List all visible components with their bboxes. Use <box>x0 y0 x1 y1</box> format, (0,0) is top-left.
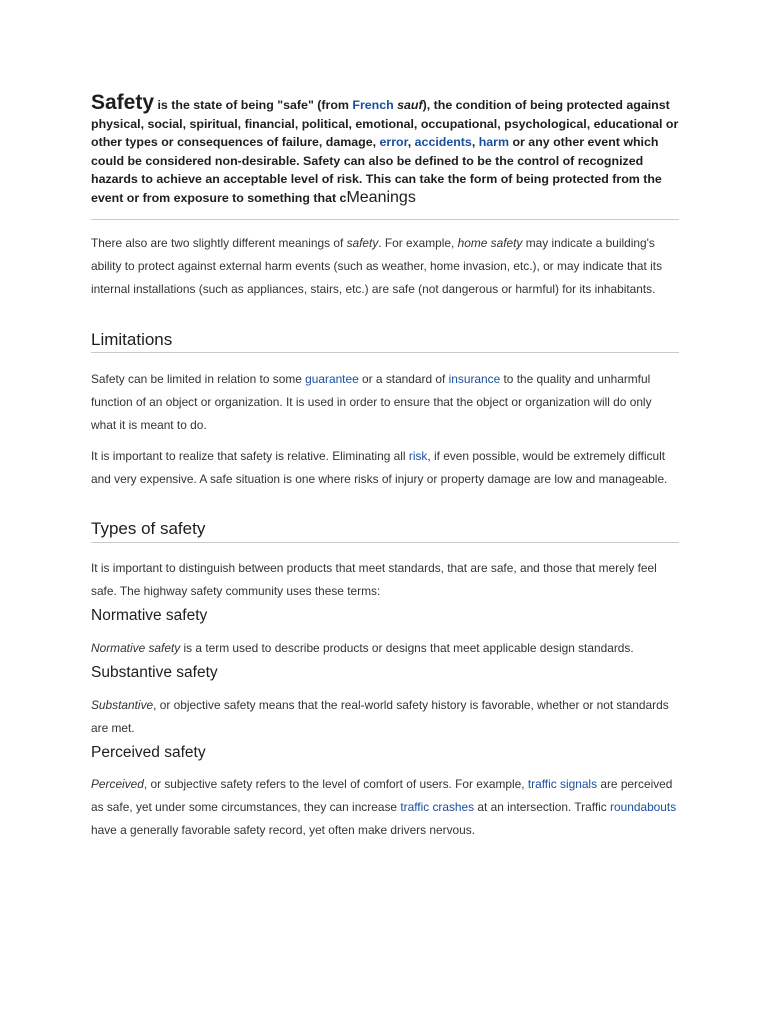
paragraph-text: , or objective safety means that the real-world safety history is favorable, whether or not standards are met. <box>91 698 669 735</box>
paragraph-italic: Substantive <box>91 698 154 712</box>
intro-text: or any other event which could be considered non-desirable. Safety can also be defined to be the control of recognized hazards to achieve an acceptable level of risk. This can take the form of being protected from the event or from exposure to something that c <box>91 135 662 205</box>
normative-paragraph <box>91 637 679 660</box>
paragraph-text: There also are two slightly different meanings of <box>91 236 347 250</box>
paragraph-text: It is important to realize that safety is relative. Eliminating all <box>91 449 409 463</box>
link-roundabouts[interactable]: roundabouts <box>610 800 677 814</box>
link-accidents[interactable]: accidents <box>414 135 472 150</box>
link-error[interactable]: error <box>379 135 408 150</box>
meanings-paragraph <box>91 232 679 301</box>
limitations-paragraph-1 <box>91 368 679 437</box>
section-divider <box>91 219 679 220</box>
paragraph-italic: safety <box>346 236 379 250</box>
limitations-heading: Limitations <box>91 330 173 349</box>
intro-text: is the state of being "safe" (from <box>154 98 353 112</box>
paragraph-italic: Perceived <box>91 777 144 791</box>
substantive-heading: Substantive safety <box>91 664 218 681</box>
article-title: Safety <box>91 91 155 114</box>
section-divider <box>91 352 679 353</box>
link-traffic-signals[interactable]: traffic signals <box>527 777 598 791</box>
link-french[interactable]: French <box>352 98 394 112</box>
paragraph-italic: home safety <box>457 236 523 250</box>
link-insurance[interactable]: insurance <box>448 372 501 386</box>
intro-text: , <box>407 135 415 150</box>
perceived-heading: Perceived safety <box>91 744 206 761</box>
paragraph-text: have a generally favorable safety record, yet often make drivers nervous. <box>91 823 476 837</box>
paragraph-italic: Normative safety <box>91 641 181 655</box>
paragraph-text: at an intersection. Traffic <box>474 800 611 814</box>
intro-text: , <box>471 135 479 150</box>
paragraph-text: , if even possible, would be extremely difficult and very expensive. A safe situation is one where risks of injury or property damage are low and manageable. <box>91 449 668 486</box>
link-risk[interactable]: risk <box>408 449 428 463</box>
paragraph-text: or a standard of <box>358 372 449 386</box>
intro-text: ), the condition of being protected against physical, social, spiritual, financial, political, emotional, occupational, psychological, educational or other types or consequences of failure, damage, <box>91 98 679 150</box>
paragraph-text: may indicate a building's ability to protect against external harm events (such as weather, home invasion, etc.), or may indicate that its internal installations (such as appliances, stairs, etc.) are safe (not dangerous or harmful) for its inhabitants. <box>91 236 663 296</box>
perceived-paragraph <box>91 773 679 842</box>
paragraph-text: is a term used to describe products or designs that meet applicable design standards. <box>180 641 634 655</box>
limitations-paragraph-2 <box>91 445 679 491</box>
types-heading: Types of safety <box>91 519 206 538</box>
types-paragraph: It is important to distinguish between products that meet standards, that are safe, and those that merely feel safe. The highway safety community uses these terms: <box>91 561 657 598</box>
substantive-paragraph <box>91 694 679 740</box>
paragraph-text: . For example, <box>378 236 458 250</box>
normative-heading: Normative safety <box>91 607 208 624</box>
meanings-heading: Meanings <box>346 188 416 206</box>
intro-sauf: sauf <box>397 98 423 112</box>
paragraph-text: , or subjective safety refers to the level of comfort of users. For example, <box>143 777 528 791</box>
paragraph-text: are perceived as safe, yet under some circumstances, they can increase <box>91 777 673 814</box>
paragraph-text: Safety can be limited in relation to some <box>91 372 306 386</box>
intro-paragraph <box>91 91 679 208</box>
link-guarantee[interactable]: guarantee <box>305 372 359 386</box>
section-divider <box>91 542 679 543</box>
link-harm[interactable]: harm <box>478 135 510 150</box>
paragraph-text: to the quality and unharmful function of an object or organization. It is used in order to ensure that the object or organization will do only what it is meant to do. <box>91 372 652 432</box>
link-traffic-crashes[interactable]: traffic crashes <box>400 800 475 814</box>
